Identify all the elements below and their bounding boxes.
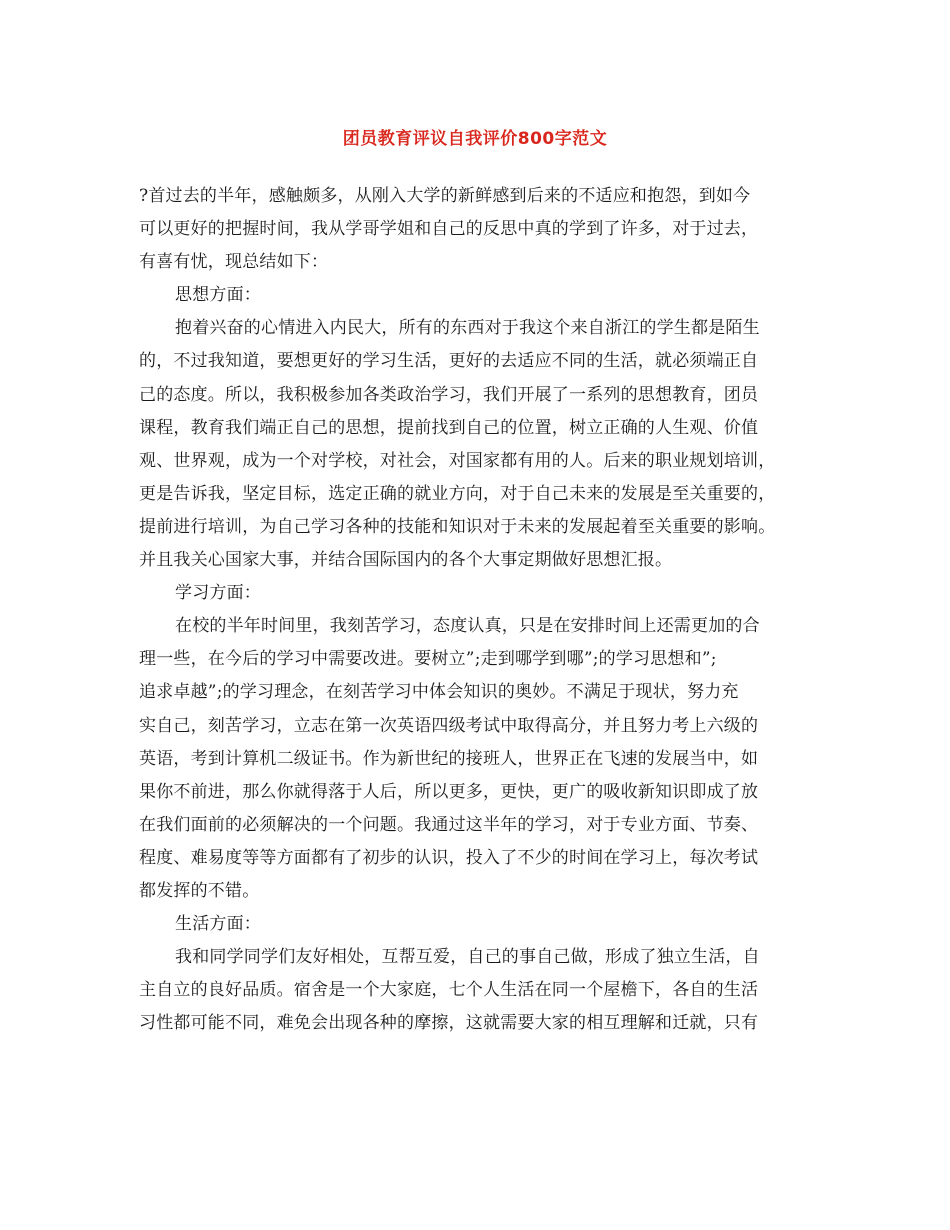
text-line: 在我们面前的必须解决的一个问题。我通过这半年的学习，对于专业方面、节奏、 (139, 814, 759, 835)
document-title: 团员教育评议自我评价800字范文 (342, 129, 608, 149)
text-line: 习性都可能不同，难免会出现各种的摩擦，这就需要大家的相互理解和迁就，只有 (139, 1013, 759, 1034)
text-line: 在校的半年时间里，我刻苦学习，态度认真，只是在安排时间上还需更加的合 (175, 616, 760, 637)
text-line: 并且我关心国家大事，并结合国际国内的各个大事定期做好思想汇报。 (139, 550, 673, 571)
text-line: ?首过去的半年，感触颇多，从刚入大学的新鲜感到后来的不适应和抱怨，到如今 (139, 186, 751, 206)
text-line: 思想方面： (175, 285, 261, 306)
text-line: 提前进行培训，为自己学习各种的技能和知识对于未来的发展起着至关重要的影响。 (139, 516, 776, 537)
text-line: 课程，教育我们端正自己的思想，提前找到自己的位置，树立正确的人生观、价值 (139, 417, 759, 438)
text-line: 我和同学同学们友好相处，互帮互爱，自己的事自己做，形成了独立生活，自 (175, 947, 760, 968)
document-body (139, 180, 817, 1040)
text-line: 都发挥的不错。 (139, 880, 260, 901)
text-line: 可以更好的把握时间，我从学哥学姐和自己的反思中真的学到了许多，对于过去， (139, 219, 759, 240)
text-line: 实自己，刻苦学习，立志在第一次英语四级考试中取得高分，并且努力考上六级的 (139, 715, 759, 736)
text-line: 主自立的良好品质。宿舍是一个大家庭，七个人生活在同一个屋檐下，各自的生活 (139, 980, 759, 1001)
text-line: 的，不过我知道，要想更好的学习生活，更好的去适应不同的生活，就必须端正自 (139, 351, 759, 372)
text-line: 抱着兴奋的心情进入内民大，所有的东西对于我这个来自浙江的学生都是陌生 (175, 318, 760, 339)
text-line: 生活方面： (175, 914, 261, 935)
text-line: 追求卓越”;的学习理念，在刻苦学习中体会知识的奥妙。不满足于现状，努力充 (139, 682, 739, 703)
text-line: 更是告诉我，坚定目标，选定正确的就业方向，对于自己未来的发展是至关重要的， (139, 483, 776, 504)
text-line: 己的态度。所以，我积极参加各类政治学习，我们开展了一系列的思想教育，团员 (139, 384, 759, 405)
text-line: 观、世界观，成为一个对学校，对社会，对国家都有用的人。后来的职业规划培训， (139, 450, 776, 471)
text-line: 果你不前进，那么你就得落于人后，所以更多，更快，更广的吸收新知识即成了放 (139, 781, 759, 802)
text-line: 程度、难易度等等方面都有了初步的认识，投入了不少的时间在学习上，每次考试 (139, 847, 759, 868)
text-line: 学习方面： (175, 583, 261, 604)
text-line: 有喜有忧，现总结如下： (139, 252, 329, 273)
text-line: 理一些，在今后的学习中需要改进。要树立”;走到哪学到哪”;的学习思想和”; (139, 649, 717, 670)
text-line: 英语，考到计算机二级证书。作为新世纪的接班人，世界正在飞速的发展当中，如 (139, 748, 759, 769)
